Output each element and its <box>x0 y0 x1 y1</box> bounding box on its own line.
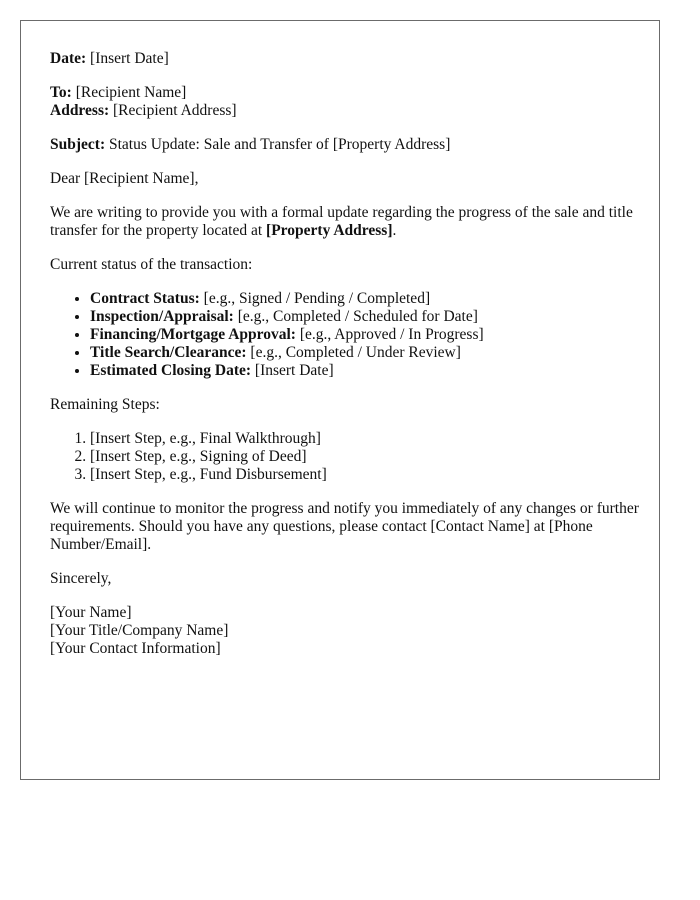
intro-end: . <box>392 222 397 239</box>
letter-page <box>20 20 660 780</box>
recipient-block <box>50 84 640 120</box>
status-item-label: Inspection/Appraisal: <box>90 308 234 325</box>
step-item: 3. [Insert Step, e.g., Fund Disbursement] <box>90 466 640 484</box>
letter-body <box>50 50 640 674</box>
to-line <box>50 84 640 102</box>
step-item: 1. [Insert Step, e.g., Final Walkthrough] <box>90 430 640 448</box>
sign-off: Sincerely, <box>50 570 112 587</box>
status-item-inspection <box>90 308 640 326</box>
signature-contact: [Your Contact Information] <box>50 640 221 657</box>
status-item-value: [Insert Date] <box>251 362 334 379</box>
status-item-label: Title Search/Clearance: <box>90 344 247 361</box>
address-value: [Recipient Address] <box>109 102 237 119</box>
status-item-contract <box>90 290 640 308</box>
closing-paragraph: We will continue to monitor the progress and notify you immediately of any changes or further requirements. Should you have any questions, please contact [Contact Name] at [Phone Number/Email]. <box>50 500 639 553</box>
status-item-label: Contract Status: <box>90 290 200 307</box>
address-label: Address: <box>50 102 110 119</box>
status-heading: Current status of the transaction: <box>50 256 253 273</box>
signature-block <box>50 604 640 658</box>
date-line <box>50 50 640 68</box>
address-line <box>50 102 640 120</box>
status-item-financing <box>90 326 640 344</box>
status-item-value: [e.g., Signed / Pending / Completed] <box>199 290 431 307</box>
date-label: Date: <box>50 50 87 67</box>
greeting: Dear [Recipient Name], <box>50 170 199 187</box>
date-value: [Insert Date] <box>86 50 169 67</box>
to-value: [Recipient Name] <box>71 84 187 101</box>
status-item-label: Estimated Closing Date: <box>90 362 252 379</box>
subject-line <box>50 136 640 154</box>
status-item-closing-date <box>90 362 640 380</box>
status-item-title-search <box>90 344 640 362</box>
subject-label: Subject: <box>50 136 106 153</box>
status-list <box>50 290 640 380</box>
intro-property-address: [Property Address] <box>266 222 393 239</box>
status-item-value: [e.g., Approved / In Progress] <box>295 326 484 343</box>
status-item-value: [e.g., Completed / Scheduled for Date] <box>233 308 478 325</box>
status-item-value: [e.g., Completed / Under Review] <box>246 344 461 361</box>
steps-list <box>50 430 640 484</box>
steps-heading: Remaining Steps: <box>50 396 160 413</box>
signature-title: [Your Title/Company Name] <box>50 622 229 639</box>
subject-value: Status Update: Sale and Transfer of [Property Address] <box>105 136 451 153</box>
intro-paragraph <box>50 204 640 240</box>
to-label: To: <box>50 84 72 101</box>
status-item-label: Financing/Mortgage Approval: <box>90 326 296 343</box>
intro-text: We are writing to provide you with a formal update regarding the progress of the sale and title transfer for the property located at <box>50 204 633 239</box>
signature-name: [Your Name] <box>50 604 132 621</box>
step-item: 2. [Insert Step, e.g., Signing of Deed] <box>90 448 640 466</box>
